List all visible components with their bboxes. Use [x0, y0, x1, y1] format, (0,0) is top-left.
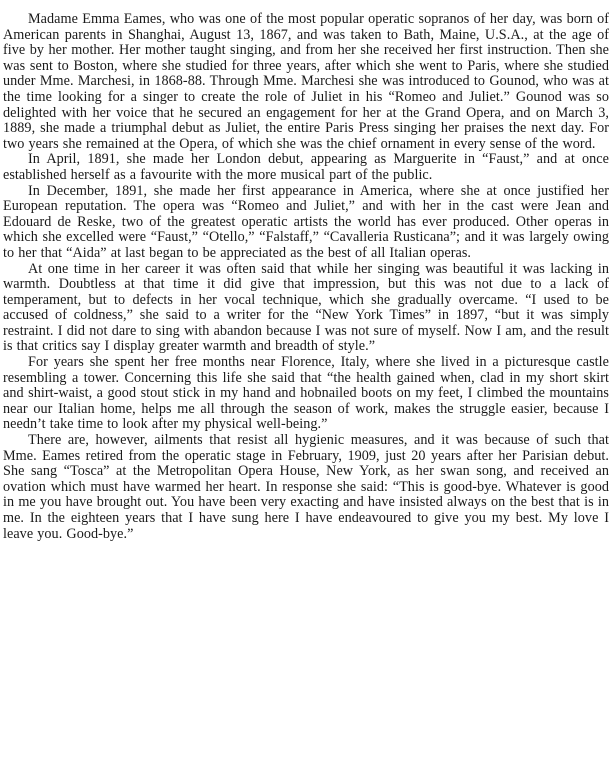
article-paragraph-4: At one time in her career it was often said that while her singing was beautiful it was lacking in warmth. Doubtless at that time it did give that impression, but this was not due to a lack of temperament, but to defects in her vocal technique, which she gradually overcame. “I used to be accused of coldness,” she said to a writer for the “New York Times” in 1897, “but it was simply restraint. I did not dare to sing with abandon because I was not sure of myself. Now I am, and the result is that critics say I display greater warmth and breadth of style.” — [3, 260, 609, 355]
article-paragraph-3: In December, 1891, she made her first appearance in America, where she at once justified her European reputation. The opera was “Romeo and Juliet,” and with her in the cast were Jean and Edouard de Reske, two of the greatest operatic artists the world has ever produced. Other operas in which she excelled were “Faust,” “Otello,” “Falstaff,” “Cavalleria Rusticana”; and it was largely owing to her that “Aida” at last began to be appreciated as the best of all Italian operas. — [3, 182, 609, 261]
article-paragraph-6: There are, however, ailments that resist all hygienic measures, and it was because of such that Mme. Eames retired from the operatic stage in February, 1909, just 20 years after her Parisian debut. She sang “Tosca” at the Metropolitan Opera House, New York, as her swan song, and received an ovation which must have warmed her heart. In response she said: “This is good-bye. Whatever is good in me you have brought out. You have been very exacting and have insisted always on the best that is in me. In the eighteen years that I have sung here I have endeavoured to give you my best. My love I leave you. Good-bye.” — [3, 432, 609, 542]
article-paragraph-2: In April, 1891, she made her London debut, appearing as Marguerite in “Faust,” and at once established herself as a favourite with the more musical part of the public. — [3, 151, 609, 183]
article-paragraph-1: Madame Emma Eames, who was one of the most popular operatic sopranos of her day, was born of American parents in Shanghai, August 13, 1867, and was taken to Bath, Maine, U.S.A., at the age of five by her mother. Her mother taught singing, and from her she received her first instruction. Then she was sent to Boston, where she studied for three years, after which she went to Paris, where she studied under Mme. Marchesi, in 1868-88. Through Mme. Marchesi she was introduced to Gounod, who was at the time looking for a singer to create the role of Juliet in his “Romeo and Juliet.” Gounod was so delighted with her voice that he secured an engagement for her at the Grand Opera, and on March 3, 1889, she made a triumphal debut as Juliet, the entire Paris Press singing her praises the next day. For two years she remained at the Opera, of which she was the chief ornament in every sense of the word. — [3, 11, 609, 152]
article-paragraph-5: For years she spent her free months near Florence, Italy, where she lived in a picturesque castle resembling a tower. Concerning this life she said that “the health gained when, clad in my short skirt and shirt-waist, a good stout stick in my hand and hobnailed boots on my feet, I climbed the mountains near our Italian home, helps me all through the season of work, makes the struggle easier, because I needn’t take time to look after my physical well-being.” — [3, 354, 609, 433]
article-page — [3, 4, 609, 760]
